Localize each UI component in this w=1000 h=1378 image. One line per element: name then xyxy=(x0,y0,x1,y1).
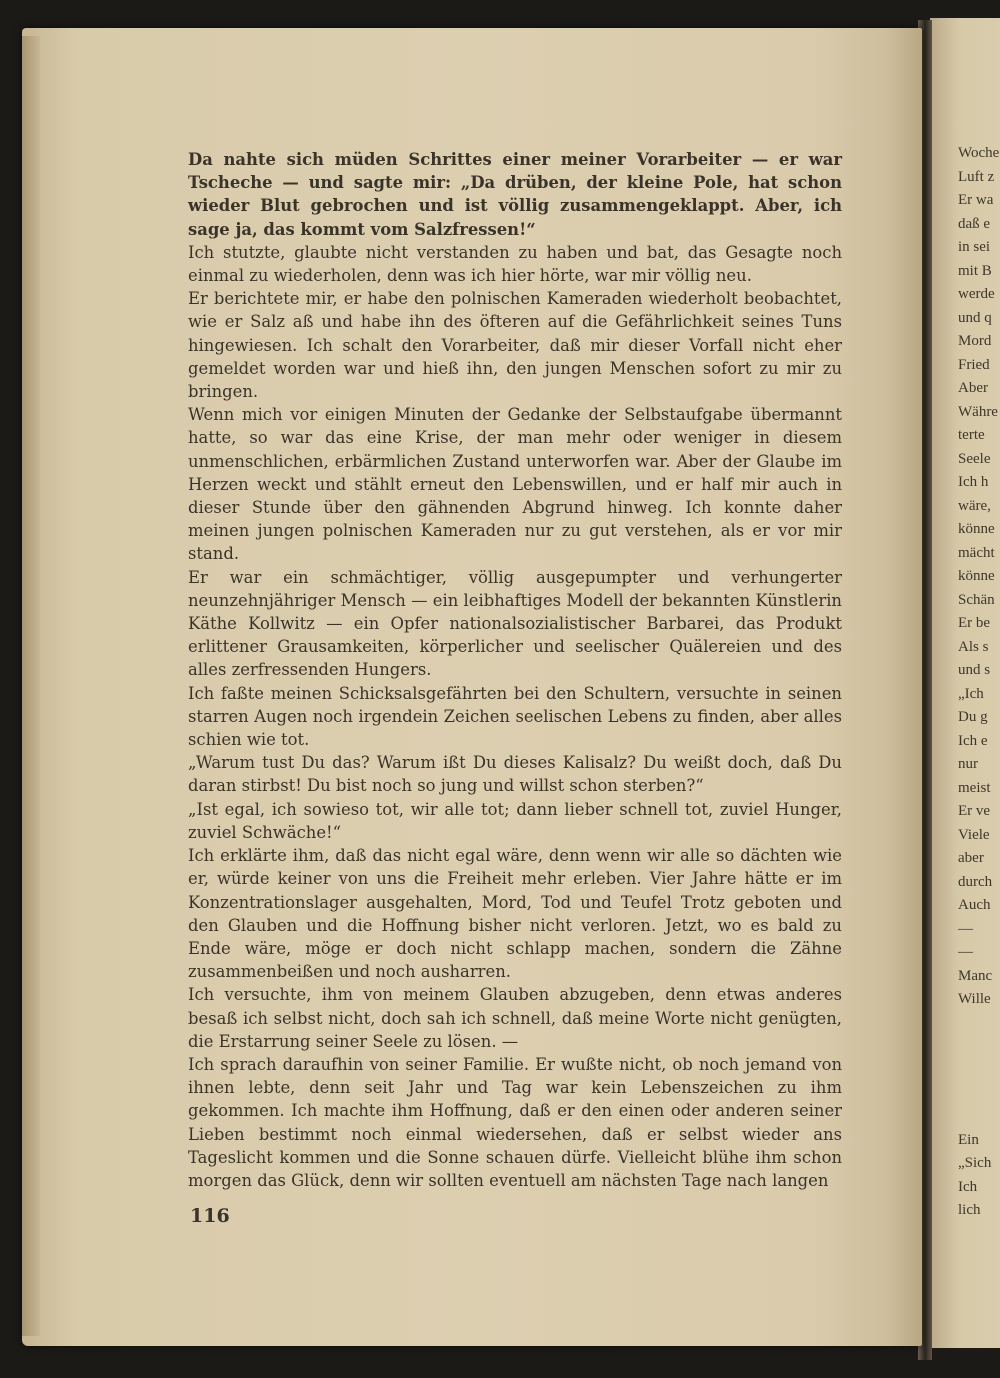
paragraph: „Ist egal, ich sowieso tot, wir alle tot; dann lieber schnell tot, zuviel Hunger, zuviel Schwäche!“ xyxy=(188,799,842,842)
next-page-line: Mord xyxy=(958,333,992,349)
next-page-line: lich xyxy=(958,1202,981,1218)
next-page-line: daß e xyxy=(958,215,991,232)
next-page-line: durch xyxy=(958,873,993,890)
next-page-line: Aber xyxy=(958,380,988,396)
next-page-line: mächt xyxy=(958,544,995,561)
next-page-text-fragments xyxy=(958,142,1000,1223)
page-body-text xyxy=(188,148,842,1192)
next-page-line: Seele xyxy=(958,450,991,467)
next-page-line: Ich xyxy=(958,1178,978,1195)
page-edge xyxy=(22,36,40,1336)
next-page-line: meist xyxy=(958,779,991,796)
next-page-line: mit B xyxy=(958,262,992,279)
next-page-line: Ich e xyxy=(958,732,988,749)
next-page-line: aber xyxy=(958,850,984,866)
paragraph: Wenn mich vor einigen Minuten der Gedanke der Selbstaufgabe übermannt hatte, so war das eine Krise, der man mehr oder weniger in diesem unmenschlichen, erbärmlichen Zustand unterworfen war. Aber der Glaube im Herzen weckt und stählt erneut den Lebenswillen, und er half mir auch in dieser Stunde über den gähnenden Abgrund hinweg. Ich konnte daher meinen jungen polnischen Kameraden nur zu gut verstehen, als er vor mir stand. xyxy=(188,405,842,564)
paragraph: Da nahte sich müden Schrittes einer meiner Vorarbeiter — er war Tscheche — und sagte mir: „Da drüben, der kleine Pole, hat schon wieder Blut gebrochen und ist völlig zusammengeklappt. Aber, ich sage ja, das kommt vom Salzfressen!“ xyxy=(188,150,842,239)
paragraph: Ich sprach daraufhin von seiner Familie. Er wußte nicht, ob noch jemand von ihnen lebte, denn seit Jahr und Tag war kein Lebenszeichen zu ihm gekommen. Ich machte ihm Hoffnung, daß er den einen oder anderen seiner Lieben bestimmt noch einmal wiedersehen, daß er selbst wieder ans Tageslicht kommen und die Sonne schauen dürfe. Vielleicht blühe ihm schon morgen das Glück, denn wir sollten eventuell am nächsten Tage nach langen xyxy=(188,1054,842,1190)
paragraph: Er war ein schmächtiger, völlig ausgepumpter und verhungerter neunzehnjähriger Mensch — ein leibhaftiges Modell der bekannten Künstlerin Käthe Kollwitz — ein Opfer nationalsozialistischer Barbarei, das Produkt erlittener Grausamkeiten, körperlicher und seelischer Quälereien und des alles zerfressenden Hungers. xyxy=(188,567,842,680)
next-page-line: könne xyxy=(958,568,995,584)
next-page-line: — xyxy=(958,944,973,960)
next-page-line: wäre, xyxy=(958,497,991,514)
next-page-line: Viele xyxy=(958,826,990,843)
paragraph: „Warum tust Du das? Warum ißt Du dieses Kalisalz? Du weißt doch, daß Du daran stirbst! Du bist noch so jung und willst schon sterben?“ xyxy=(188,753,842,796)
next-page-line: Ich h xyxy=(958,474,989,490)
paragraph: Ich erklärte ihm, daß das nicht egal wäre, denn wenn wir alle so dächten wie er, würde keiner von uns die Freiheit mehr erleben. Vier Jahre hätte er im Konzentrationslager ausgehalten, Mord, Tod und Teufel Trotz geboten und den Glauben und die Hoffnung bisher nicht verloren. Jetzt, wo es bald zu Ende wäre, möge er doch nicht schlapp machen, sondern die Zähne zusammenbeißen und noch ausharren. xyxy=(188,846,842,982)
next-page-line: könne xyxy=(958,521,995,537)
next-page-line: Er wa xyxy=(958,192,994,208)
blank-gap xyxy=(958,1012,1000,1129)
next-page-line: Als s xyxy=(958,638,989,655)
paragraph: Ich versuchte, ihm von meinem Glauben abzugeben, denn etwas anderes besaß ich selbst nicht, doch sah ich schnell, daß meine Worte nicht genügten, die Erstarrung seiner Seele zu lösen. — xyxy=(188,985,842,1051)
next-page-line: „Sich xyxy=(958,1155,992,1171)
next-page-line: Ein xyxy=(958,1131,979,1148)
paragraph: Ich stutzte, glaubte nicht verstanden zu haben und bat, das Gesagte noch einmal zu wiederholen, denn was ich hier hörte, war mir völlig neu. xyxy=(188,242,842,286)
next-page-line: Wille xyxy=(958,991,991,1007)
next-page-line: und q xyxy=(958,309,992,326)
next-page-line: in sei xyxy=(958,239,991,255)
next-page-line: „Ich xyxy=(958,685,984,702)
next-page-line: nur xyxy=(958,756,978,772)
next-page-line: Auch xyxy=(958,897,991,913)
paragraph: Er berichtete mir, er habe den polnischen Kameraden wiederholt beobachtet, wie er Salz aß und habe ihn des öfteren auf die Gefährlichkeit seines Tuns hingewiesen. Ich schalt den Vorarbeiter, daß mir dieser Vorfall nicht eher gemeldet worden war und hieß ihn, den jungen Menschen sofort zu mir zu bringen. xyxy=(188,289,842,402)
next-page-line: Woche xyxy=(958,145,1000,161)
next-page-line: — xyxy=(958,920,973,937)
next-page-line: Er be xyxy=(958,615,991,631)
paragraph: Ich faßte meinen Schicksalsgefährten bei den Schultern, versuchte in seinen starren Augen noch irgendein Zeichen seelischen Lebens zu finden, aber alles schien wie tot. xyxy=(188,683,842,750)
next-page-line: werde xyxy=(958,286,995,302)
page-number: 116 xyxy=(190,1205,230,1227)
next-page-line: Währe xyxy=(958,403,998,420)
next-page-line: Luft z xyxy=(958,168,995,185)
next-page-line: Schän xyxy=(958,591,995,608)
next-page-line: und s xyxy=(958,662,991,678)
next-page-line: Er ve xyxy=(958,803,991,819)
next-page-line: Fried xyxy=(958,356,990,373)
next-page-line: Du g xyxy=(958,709,988,725)
next-page-line: terte xyxy=(958,427,985,443)
next-page-line: Manc xyxy=(958,967,993,984)
